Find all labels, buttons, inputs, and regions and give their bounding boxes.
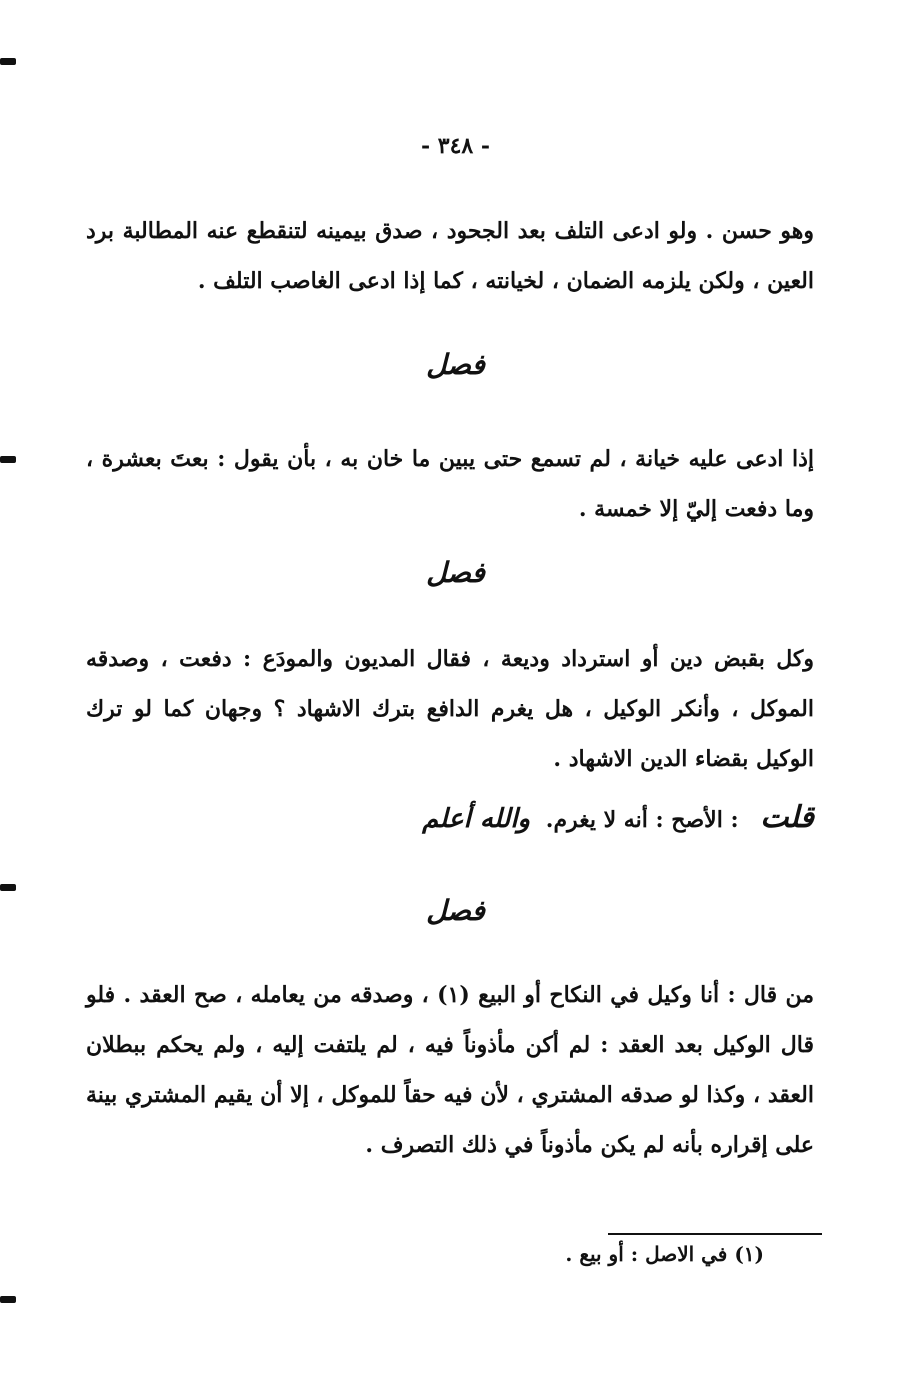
qult-label: قلت bbox=[760, 800, 814, 835]
section-heading-1: فصل bbox=[426, 348, 485, 381]
footnote: (١) في الاصل : أو بيع . bbox=[565, 1242, 764, 1266]
scan-edge-mark bbox=[0, 1296, 16, 1303]
paragraph-2: إذا ادعى عليه خيانة ، لم تسمع حتى يبين ما خان به ، بأن يقول : بعتَ بعشرة ، وما دفعت إليّ إلا خمسة . bbox=[86, 446, 814, 522]
paragraph-1: وهو حسن . ولو ادعى التلف بعد الجحود ، صدق بيمينه لتنقطع عنه المطالبة برد العين ، ولكن يلزمه الضمان ، لخيانته ، كما إذا ادعى الغاصب التلف . bbox=[86, 218, 814, 294]
page-number: - ٣٤٨ - bbox=[420, 133, 491, 159]
paragraph-4: من قال : أنا وكيل في النكاح أو البيع (١) ، وصدقه من يعامله ، صح العقد . فلو قال الوكيل بعد العقد : لم أكن مأذوناً فيه ، لم يلتفت إليه ، ولم يحكم ببطلان العقد ، وكذا لو صدقه المشتري ، لأن فيه حقاً للموكل ، إلا أن يقيم المشتري بينة على إقراره بأنه لم يكن مأذوناً في ذلك التصرف . bbox=[86, 982, 814, 1158]
qult-text: : الأصح : أنه لا يغرم. bbox=[545, 807, 739, 833]
scan-edge-mark bbox=[0, 456, 16, 463]
scan-edge-mark bbox=[0, 884, 16, 891]
paragraph-3: وكل بقبض دين أو استرداد وديعة ، فقال المديون والمودَع : دفعت ، وصدقه الموكل ، وأنكر الوكيل ، هل يغرم الدافع بترك الاشهاد ؟ وجهان كما لو ترك الوكيل بقضاء الدين الاشهاد . bbox=[86, 646, 814, 772]
qult-remark bbox=[380, 800, 814, 835]
scan-edge-mark bbox=[0, 58, 16, 65]
section-heading-3: فصل bbox=[426, 894, 485, 927]
closing-phrase: والله أعلم bbox=[422, 804, 531, 834]
section-heading-2: فصل bbox=[426, 556, 485, 589]
footnote-divider bbox=[608, 1233, 822, 1235]
